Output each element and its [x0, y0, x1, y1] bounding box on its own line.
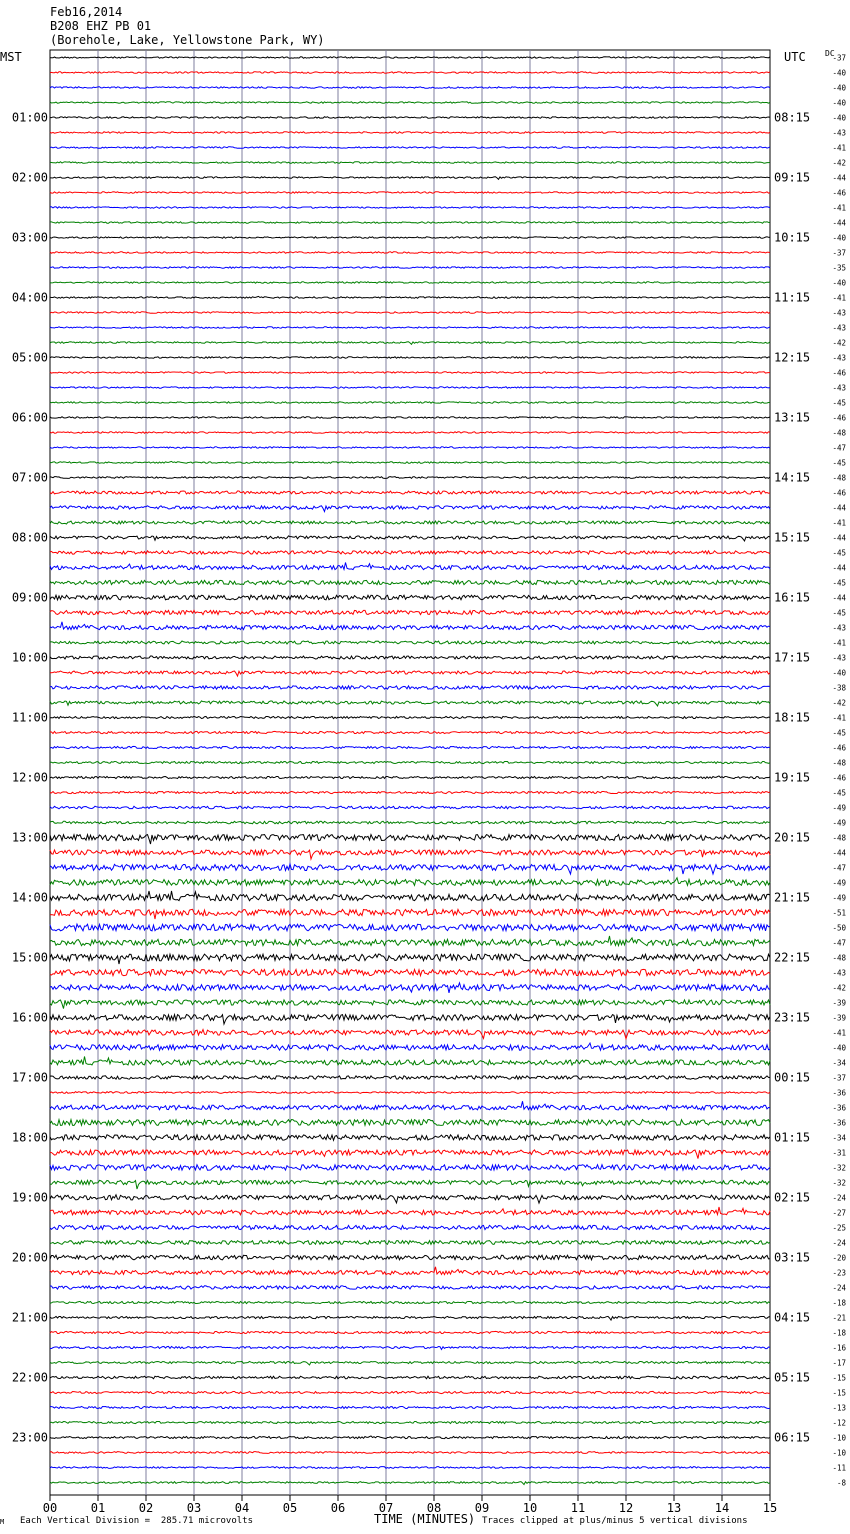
seismic-trace — [50, 622, 770, 630]
seismic-trace — [50, 447, 770, 449]
dc-offset-label: -43 — [832, 353, 846, 363]
seismic-trace — [50, 924, 770, 931]
left-hour-label: 07:00 — [11, 470, 48, 485]
dc-offset-label: -32 — [832, 1163, 846, 1173]
seismic-trace — [50, 595, 770, 600]
seismic-trace — [50, 1241, 770, 1245]
dc-offset-label: -32 — [832, 1178, 846, 1188]
right-hour-label: 14:15 — [774, 470, 811, 485]
dc-offset-label: -42 — [832, 158, 846, 168]
dc-offset-label: -41 — [832, 203, 846, 213]
dc-offset-label: -46 — [832, 413, 846, 423]
left-hour-label: 05:00 — [11, 350, 48, 365]
left-hour-label: 17:00 — [11, 1070, 48, 1085]
seismic-trace — [50, 983, 770, 993]
seismic-trace — [50, 267, 770, 269]
seismic-trace — [50, 891, 770, 901]
dc-offset-label: -42 — [832, 338, 846, 348]
dc-offset-label: -48 — [832, 833, 846, 843]
dc-offset-label: -44 — [832, 848, 846, 858]
seismic-trace — [50, 954, 770, 964]
dc-offset-header: DC — [825, 49, 835, 58]
dc-offset-label: -41 — [832, 638, 846, 648]
right-hour-label: 05:15 — [774, 1370, 811, 1385]
right-timezone-label: UTC — [784, 50, 806, 64]
seismic-trace — [50, 117, 770, 119]
left-hour-label: 03:00 — [11, 230, 48, 245]
seismic-trace — [50, 936, 770, 946]
x-tick-label: 13 — [666, 1501, 682, 1515]
seismic-trace — [50, 671, 770, 676]
left-hour-label: 13:00 — [11, 830, 48, 845]
seismic-trace — [50, 1195, 770, 1203]
seismic-trace — [50, 1207, 770, 1215]
dc-offset-label: -24 — [832, 1238, 846, 1248]
dc-offset-label: -25 — [832, 1223, 846, 1233]
dc-offset-label: -46 — [832, 743, 846, 753]
seismic-trace — [50, 477, 770, 479]
station-location: (Borehole, Lake, Yellowstone Park, WY) — [50, 33, 325, 47]
seismic-trace — [50, 1361, 770, 1365]
dc-offset-label: -45 — [832, 458, 846, 468]
seismic-trace — [50, 1000, 770, 1009]
dc-offset-label: -47 — [832, 938, 846, 948]
x-tick-label: 09 — [474, 1501, 490, 1515]
dc-offset-label: -46 — [832, 488, 846, 498]
seismic-trace — [50, 102, 770, 104]
x-tick-label: 14 — [714, 1501, 730, 1515]
right-hour-label: 08:15 — [774, 110, 811, 125]
seismic-trace — [50, 1452, 770, 1454]
seismic-trace — [50, 878, 770, 886]
dc-offset-label: -47 — [832, 443, 846, 453]
right-hour-label: 10:15 — [774, 230, 811, 245]
right-hour-label: 03:15 — [774, 1250, 811, 1265]
left-hour-label: 09:00 — [11, 590, 48, 605]
seismic-trace — [50, 72, 770, 74]
x-tick-label: 08 — [426, 1501, 442, 1515]
right-hour-label: 06:15 — [774, 1430, 811, 1445]
seismic-trace — [50, 1482, 770, 1485]
left-hour-label: 22:00 — [11, 1370, 48, 1385]
seismic-trace — [50, 147, 770, 149]
x-axis-title: TIME (MINUTES) — [374, 1512, 476, 1526]
seismic-trace — [50, 1030, 770, 1039]
dc-offset-label: -44 — [832, 593, 846, 603]
seismic-trace — [50, 342, 770, 345]
dc-offset-label: -40 — [832, 1043, 846, 1053]
dc-offset-label: -41 — [832, 1028, 846, 1038]
seismic-trace — [50, 1346, 770, 1349]
x-tick-label: 11 — [570, 1501, 586, 1515]
seismic-trace — [50, 1316, 770, 1320]
seismic-trace — [50, 252, 770, 254]
right-hour-label: 22:15 — [774, 950, 811, 965]
seismic-trace — [50, 1076, 770, 1079]
seismic-trace — [50, 327, 770, 329]
seismic-trace — [50, 1180, 770, 1189]
dc-offset-label: -15 — [832, 1388, 846, 1398]
left-hour-label: 02:00 — [11, 170, 48, 185]
left-hour-label: 20:00 — [11, 1250, 48, 1265]
left-hour-label: 23:00 — [11, 1430, 48, 1445]
seismic-trace — [50, 192, 770, 194]
seismic-trace — [50, 162, 770, 164]
dc-offset-label: -41 — [832, 293, 846, 303]
seismic-trace — [50, 132, 770, 134]
dc-offset-label: -23 — [832, 1268, 846, 1278]
seismic-trace — [50, 237, 770, 239]
seismic-trace — [50, 1120, 770, 1126]
dc-offset-label: -51 — [832, 908, 846, 918]
right-hour-label: 19:15 — [774, 770, 811, 785]
seismic-trace — [50, 1301, 770, 1303]
dc-offset-label: -20 — [832, 1253, 846, 1263]
seismic-trace — [50, 761, 770, 763]
seismic-trace — [50, 536, 770, 541]
left-hour-label: 15:00 — [11, 950, 48, 965]
seismic-trace — [50, 57, 770, 59]
seismic-trace — [50, 402, 770, 404]
dc-offset-label: -37 — [832, 53, 846, 63]
right-hour-label: 04:15 — [774, 1310, 811, 1325]
dc-offset-label: -45 — [832, 788, 846, 798]
seismic-trace — [50, 177, 770, 180]
seismic-trace — [50, 312, 770, 314]
seismic-trace — [50, 776, 770, 779]
station-code: B208 EHZ PB 01 — [50, 19, 152, 33]
dc-offset-label: -45 — [832, 608, 846, 618]
dc-offset-label: -49 — [832, 818, 846, 828]
seismic-trace — [50, 791, 770, 793]
seismic-trace — [50, 1043, 770, 1050]
seismic-trace — [50, 821, 770, 824]
x-tick-label: 01 — [90, 1501, 106, 1515]
dc-offset-label: -44 — [832, 218, 846, 228]
seismic-trace — [50, 357, 770, 359]
dc-offset-label: -44 — [832, 503, 846, 513]
dc-offset-label: -40 — [832, 113, 846, 123]
x-tick-label: 15 — [762, 1501, 778, 1515]
dc-offset-label: -36 — [832, 1103, 846, 1113]
seismic-trace — [50, 296, 770, 298]
dc-offset-label: -35 — [832, 263, 846, 273]
seismic-trace — [50, 207, 770, 209]
seismic-trace — [50, 701, 770, 706]
left-hour-label: 21:00 — [11, 1310, 48, 1325]
seismic-trace — [50, 1255, 770, 1260]
dc-offset-label: -49 — [832, 803, 846, 813]
seismic-trace — [50, 1135, 770, 1141]
dc-offset-label: -44 — [832, 173, 846, 183]
seismic-trace — [50, 1092, 770, 1094]
seismic-trace — [50, 432, 770, 434]
right-hour-label: 00:15 — [774, 1070, 811, 1085]
dc-offset-label: -40 — [832, 668, 846, 678]
dc-offset-label: -16 — [832, 1343, 846, 1353]
dc-offset-label: -41 — [832, 518, 846, 528]
seismic-trace — [50, 222, 770, 224]
left-hour-label: 14:00 — [11, 890, 48, 905]
seismic-trace — [50, 1165, 770, 1171]
seismic-trace — [50, 716, 770, 718]
left-hour-label: 16:00 — [11, 1010, 48, 1025]
dc-offset-label: -45 — [832, 578, 846, 588]
dc-offset-label: -10 — [832, 1433, 846, 1443]
dc-offset-label: -46 — [832, 368, 846, 378]
dc-offset-label: -34 — [832, 1133, 846, 1143]
x-tick-label: 06 — [330, 1501, 346, 1515]
dc-offset-label: -40 — [832, 83, 846, 93]
dc-offset-label: -13 — [832, 1403, 846, 1413]
left-hour-label: 10:00 — [11, 650, 48, 665]
seismic-trace — [50, 417, 770, 419]
dc-offset-label: -17 — [832, 1358, 846, 1368]
dc-offset-label: -21 — [832, 1313, 846, 1323]
dc-offset-label: -34 — [832, 1058, 846, 1068]
dc-offset-label: -50 — [832, 923, 846, 933]
seismic-trace — [50, 1436, 770, 1439]
dc-offset-label: -43 — [832, 323, 846, 333]
seismic-trace — [50, 461, 770, 463]
dc-offset-label: -39 — [832, 998, 846, 1008]
seismic-trace — [50, 1391, 770, 1393]
seismic-trace — [50, 372, 770, 374]
x-tick-label: 05 — [282, 1501, 298, 1515]
dc-offset-label: -43 — [832, 308, 846, 318]
dc-offset-label: -24 — [832, 1193, 846, 1203]
dc-offset-label: -27 — [832, 1208, 846, 1218]
left-hour-label: 11:00 — [11, 710, 48, 725]
dc-offset-label: -12 — [832, 1418, 846, 1428]
right-hour-label: 23:15 — [774, 1010, 811, 1025]
seismic-trace — [50, 686, 770, 689]
corner-mark: M — [0, 1518, 5, 1526]
right-hour-label: 02:15 — [774, 1190, 811, 1205]
right-hour-label: 09:15 — [774, 170, 811, 185]
dc-offset-label: -43 — [832, 653, 846, 663]
dc-offset-label: -11 — [832, 1463, 846, 1473]
seismic-trace — [50, 1286, 770, 1289]
seismic-trace — [50, 87, 770, 89]
seismic-trace — [50, 1331, 770, 1333]
dc-offset-label: -37 — [832, 248, 846, 258]
dc-offset-label: -40 — [832, 98, 846, 108]
dc-offset-label: -40 — [832, 68, 846, 78]
seismic-trace — [50, 806, 770, 809]
dc-offset-label: -39 — [832, 1013, 846, 1023]
dc-offset-label: -42 — [832, 698, 846, 708]
seismic-trace — [50, 656, 770, 659]
right-hour-label: 16:15 — [774, 590, 811, 605]
dc-offset-label: -38 — [832, 683, 846, 693]
dc-offset-label: -43 — [832, 383, 846, 393]
left-hour-label: 08:00 — [11, 530, 48, 545]
left-hour-label: 12:00 — [11, 770, 48, 785]
seismic-trace — [50, 1150, 770, 1159]
right-hour-label: 15:15 — [774, 530, 811, 545]
dc-offset-label: -46 — [832, 188, 846, 198]
seismic-trace — [50, 1056, 770, 1065]
seismic-trace — [50, 1376, 770, 1379]
left-hour-label: 06:00 — [11, 410, 48, 425]
x-tick-label: 07 — [378, 1501, 394, 1515]
x-tick-label: 02 — [138, 1501, 154, 1515]
right-hour-label: 20:15 — [774, 830, 811, 845]
dc-offset-label: -43 — [832, 623, 846, 633]
dc-offset-label: -40 — [832, 233, 846, 243]
dc-offset-label: -31 — [832, 1148, 846, 1158]
seismic-trace — [50, 850, 770, 859]
seismic-trace — [50, 1225, 770, 1229]
seismic-trace — [50, 746, 770, 748]
x-tick-label: 00 — [42, 1501, 58, 1515]
dc-offset-label: -42 — [832, 983, 846, 993]
seismic-trace — [50, 387, 770, 389]
dc-offset-label: -15 — [832, 1373, 846, 1383]
dc-offset-label: -10 — [832, 1448, 846, 1458]
right-hour-label: 21:15 — [774, 890, 811, 905]
seismic-trace — [50, 969, 770, 975]
seismic-trace — [50, 1101, 770, 1110]
seismic-trace — [50, 506, 770, 512]
right-hour-label: 12:15 — [774, 350, 811, 365]
x-tick-label: 04 — [234, 1501, 250, 1515]
right-hour-label: 17:15 — [774, 650, 811, 665]
dc-offset-label: -47 — [832, 863, 846, 873]
seismic-trace — [50, 909, 770, 919]
right-hour-label: 11:15 — [774, 290, 811, 305]
seismic-trace — [50, 1421, 770, 1423]
left-hour-label: 01:00 — [11, 110, 48, 125]
seismic-trace — [50, 1406, 770, 1408]
dc-offset-label: -48 — [832, 953, 846, 963]
seismic-trace — [50, 551, 770, 554]
seismic-trace — [50, 491, 770, 494]
seismic-trace — [50, 1267, 770, 1275]
dc-offset-label: -45 — [832, 548, 846, 558]
x-tick-label: 10 — [522, 1501, 538, 1515]
dc-offset-label: -45 — [832, 728, 846, 738]
dc-offset-label: -44 — [832, 533, 846, 543]
dc-offset-label: -41 — [832, 143, 846, 153]
dc-offset-label: -49 — [832, 893, 846, 903]
left-hour-label: 19:00 — [11, 1190, 48, 1205]
dc-offset-label: -36 — [832, 1118, 846, 1128]
seismic-trace — [50, 641, 770, 644]
dc-offset-label: -49 — [832, 878, 846, 888]
plot-date: Feb16,2014 — [50, 5, 123, 19]
seismic-trace — [50, 1467, 770, 1469]
dc-offset-label: -18 — [832, 1328, 846, 1338]
dc-offset-label: -48 — [832, 428, 846, 438]
left-hour-label: 18:00 — [11, 1130, 48, 1145]
right-hour-label: 01:15 — [774, 1130, 811, 1145]
dc-offset-label: -48 — [832, 758, 846, 768]
left-hour-label: 04:00 — [11, 290, 48, 305]
dc-offset-label: -48 — [832, 473, 846, 483]
seismic-trace — [50, 521, 770, 524]
x-tick-label: 12 — [618, 1501, 634, 1515]
seismic-trace — [50, 610, 770, 614]
dc-offset-label: -46 — [832, 773, 846, 783]
seismic-trace — [50, 864, 770, 874]
dc-offset-label: -8 — [836, 1478, 846, 1488]
dc-offset-label: -36 — [832, 1088, 846, 1098]
right-hour-label: 18:15 — [774, 710, 811, 725]
seismic-trace — [50, 835, 770, 844]
seismic-trace — [50, 1014, 770, 1024]
dc-offset-label: -45 — [832, 398, 846, 408]
dc-offset-label: -43 — [832, 968, 846, 978]
dc-offset-label: -41 — [832, 713, 846, 723]
seismic-trace — [50, 731, 770, 733]
dc-offset-label: -37 — [832, 1073, 846, 1083]
dc-offset-label: -43 — [832, 128, 846, 138]
vertical-scale-note: Each Vertical Division = 285.71 microvolts — [20, 1516, 253, 1526]
clipping-note: Traces clipped at plus/minus 5 vertical divisions — [482, 1516, 748, 1526]
right-hour-label: 13:15 — [774, 410, 811, 425]
left-timezone-label: MST — [0, 50, 22, 64]
dc-offset-label: -40 — [832, 278, 846, 288]
x-tick-label: 03 — [186, 1501, 202, 1515]
seismic-trace — [50, 580, 770, 584]
dc-offset-label: -44 — [832, 563, 846, 573]
dc-offset-label: -18 — [832, 1298, 846, 1308]
seismic-trace — [50, 562, 770, 569]
dc-offset-label: -24 — [832, 1283, 846, 1293]
seismic-trace — [50, 282, 770, 284]
